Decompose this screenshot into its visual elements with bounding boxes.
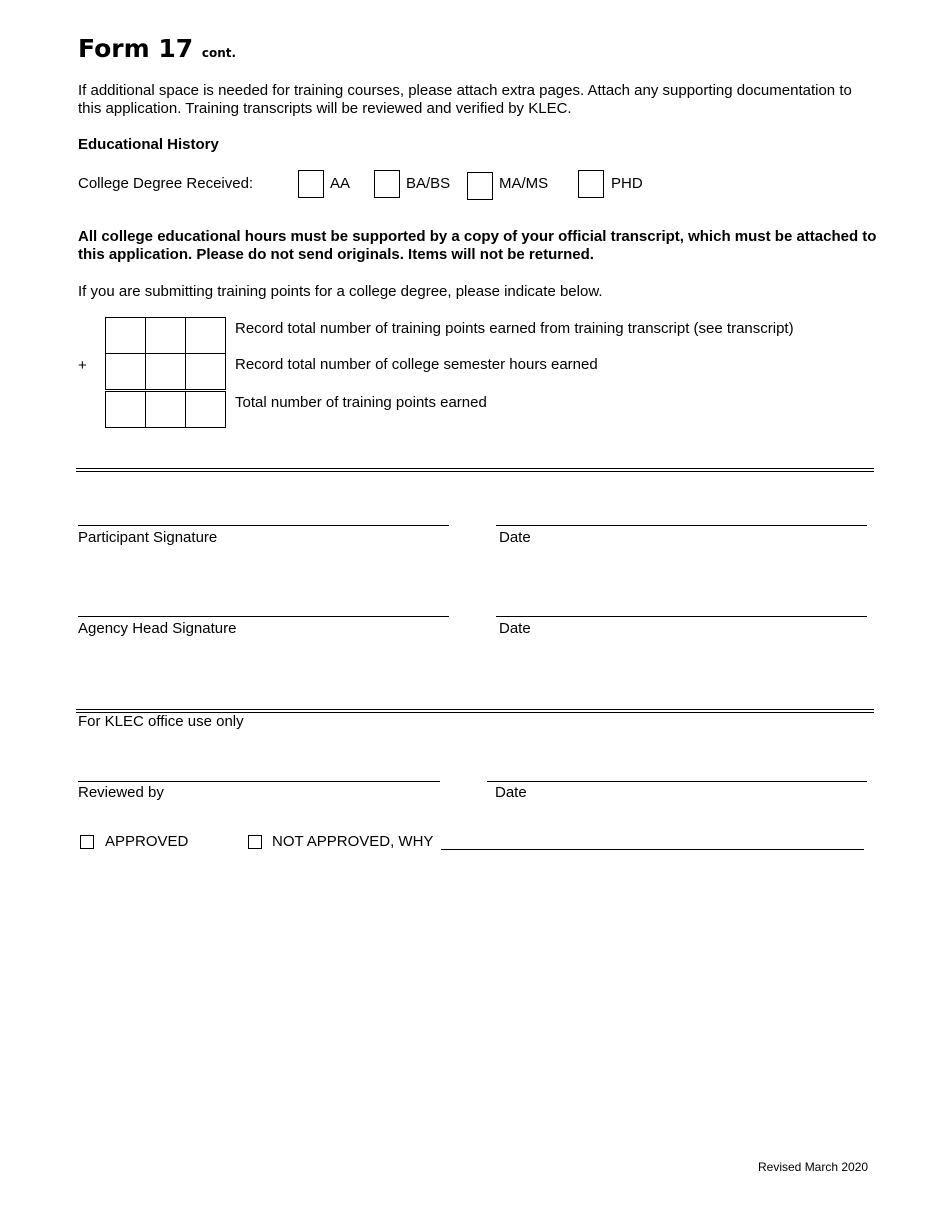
- participant-date-line[interactable]: [496, 525, 867, 526]
- points-cell[interactable]: [105, 353, 146, 390]
- degree-babs-label: BA/BS: [406, 175, 451, 192]
- points-cell[interactable]: [185, 353, 226, 390]
- participant-signature-line[interactable]: [78, 525, 449, 526]
- points-cell[interactable]: [145, 353, 186, 390]
- sum-line: [105, 389, 226, 390]
- approved-checkbox[interactable]: [80, 835, 94, 849]
- points-cell[interactable]: [105, 391, 146, 428]
- agency-head-date-label: Date: [499, 620, 531, 637]
- approved-label: APPROVED: [105, 833, 189, 850]
- degree-phd-checkbox[interactable]: [578, 170, 604, 198]
- form-cont-label: cont.: [201, 46, 237, 60]
- not-approved-label: NOT APPROVED, WHY: [272, 833, 434, 850]
- agency-head-date-line[interactable]: [496, 616, 867, 617]
- not-approved-reason-line[interactable]: [441, 849, 864, 850]
- degree-mams-checkbox[interactable]: [467, 172, 493, 200]
- educational-history-heading: Educational History: [78, 136, 219, 153]
- participant-date-label: Date: [499, 529, 531, 546]
- degree-aa-label: AA: [330, 175, 351, 192]
- degree-label: College Degree Received:: [78, 175, 254, 192]
- reviewed-by-line[interactable]: [78, 781, 440, 782]
- degree-babs-checkbox[interactable]: [374, 170, 400, 198]
- points-cell[interactable]: [185, 391, 226, 428]
- agency-head-signature-line[interactable]: [78, 616, 449, 617]
- revision-note: Revised March 2020: [758, 1160, 869, 1174]
- office-use-heading: For KLEC office use only: [78, 713, 244, 730]
- section-divider: [76, 468, 874, 472]
- points-cell[interactable]: [145, 317, 186, 354]
- points-row-label: Record total number of training points earned from training transcript (see transcript): [235, 320, 794, 337]
- degree-phd-label: PHD: [611, 175, 643, 192]
- points-cell[interactable]: [105, 317, 146, 354]
- reviewed-by-label: Reviewed by: [78, 784, 164, 801]
- points-cell[interactable]: [145, 391, 186, 428]
- plus-sign: +: [78, 357, 87, 374]
- agency-head-signature-label: Agency Head Signature: [78, 620, 237, 637]
- participant-signature-label: Participant Signature: [78, 529, 218, 546]
- intro-text: If additional space is needed for training courses, please attach extra pages. Attach any supporting documentation to this application. Training transcripts will be reviewed and verified by KLEC.: [78, 82, 852, 117]
- review-date-label: Date: [495, 784, 527, 801]
- review-date-line[interactable]: [487, 781, 867, 782]
- degree-aa-checkbox[interactable]: [298, 170, 324, 198]
- degree-mams-label: MA/MS: [499, 175, 549, 192]
- points-instruction: If you are submitting training points for a college degree, please indicate below.: [78, 283, 603, 300]
- points-row-label: Total number of training points earned: [235, 394, 487, 411]
- form-number: Form 17: [78, 34, 194, 63]
- not-approved-checkbox[interactable]: [248, 835, 262, 849]
- points-cell[interactable]: [185, 317, 226, 354]
- points-row-label: Record total number of college semester hours earned: [235, 356, 598, 373]
- page-title: [78, 34, 236, 63]
- transcript-notice: All college educational hours must be supported by a copy of your official transcript, which must be attached to this application. Please do not send originals. Items will not be returned.: [78, 228, 877, 263]
